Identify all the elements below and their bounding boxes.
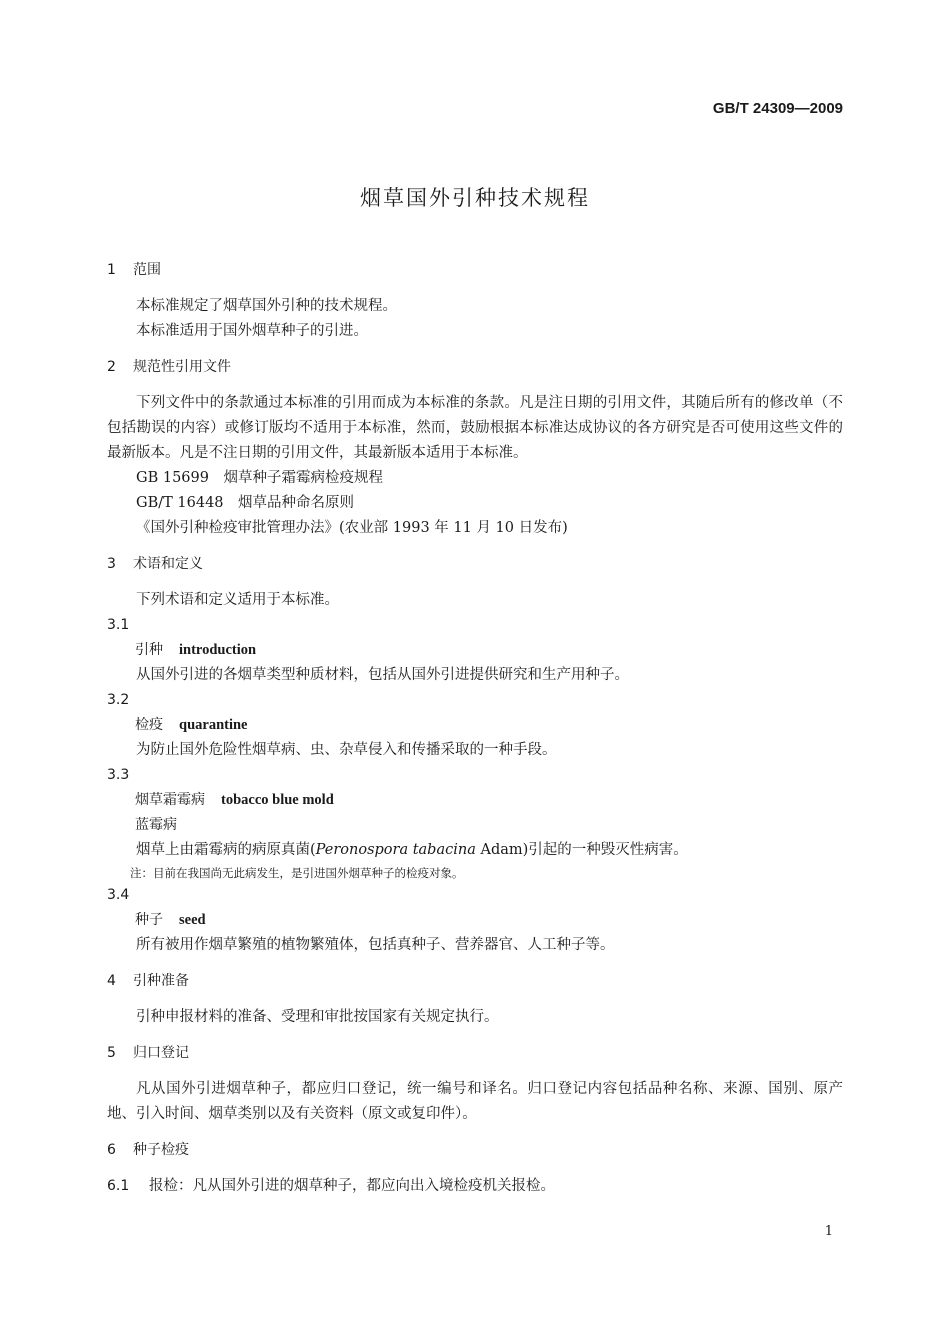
term-en: quarantine bbox=[179, 717, 248, 733]
section-number: 6 bbox=[107, 1142, 116, 1158]
paragraph: 下列术语和定义适用于本标准。 bbox=[136, 592, 339, 608]
paragraph: 本标准适用于国外烟草种子的引进。 bbox=[136, 323, 368, 339]
paragraph: 本标准规定了烟草国外引种的技术规程。 bbox=[136, 298, 397, 314]
section-number: 2 bbox=[107, 359, 116, 375]
section-title: 归口登记 bbox=[133, 1045, 189, 1061]
reference-item: 《国外引种检疫审批管理办法》(农业部 1993 年 11 月 10 日发布) bbox=[136, 520, 568, 536]
section-title: 引种准备 bbox=[133, 973, 189, 989]
page-number: 1 bbox=[824, 1224, 833, 1239]
term-en: tobacco blue mold bbox=[221, 792, 334, 808]
section-number: 5 bbox=[107, 1045, 116, 1061]
term-alt-name: 蓝霉病 bbox=[135, 817, 177, 833]
term-name bbox=[107, 638, 843, 663]
term-note: 注：目前在我国尚无此病发生，是引进国外烟草种子的检疫对象。 bbox=[130, 866, 464, 880]
reference-item: GB 15699 烟草种子霜霉病检疫规程 bbox=[136, 470, 383, 486]
section-title: 范围 bbox=[133, 262, 161, 278]
paragraph: 引种申报材料的准备、受理和审批按国家有关规定执行。 bbox=[136, 1009, 499, 1025]
term-number: 3.2 bbox=[107, 692, 130, 708]
term-en: introduction bbox=[179, 642, 257, 658]
standard-code: GB/T 24309—2009 bbox=[712, 100, 843, 117]
subsection-number: 6.1 bbox=[107, 1178, 130, 1194]
term-definition: 为防止国外危险性烟草病、虫、杂草侵入和传播采取的一种手段。 bbox=[136, 742, 557, 758]
term-cn: 引种 bbox=[135, 642, 163, 658]
definition-text: Adam)引起的一种毁灭性病害。 bbox=[475, 842, 688, 858]
section-title: 种子检疫 bbox=[133, 1142, 189, 1158]
term-definition: 从国外引进的各烟草类型种质材料，包括从国外引进提供研究和生产用种子。 bbox=[136, 667, 629, 683]
term-number: 3.1 bbox=[107, 617, 130, 633]
scientific-name: Peronospora tabacina bbox=[315, 842, 476, 858]
term-cn: 种子 bbox=[135, 912, 163, 928]
document-body bbox=[107, 258, 843, 1199]
section-number: 3 bbox=[107, 556, 116, 572]
term-definition bbox=[107, 838, 843, 863]
term-name bbox=[107, 713, 843, 738]
section-heading-5 bbox=[107, 1041, 843, 1066]
document-title: 烟草国外引种技术规程 bbox=[360, 186, 590, 210]
paragraph: 凡从国外引进烟草种子，都应归口登记，统一编号和译名。归口登记内容包括品种名称、来源、国别、原产地、引入时间、烟草类别以及有关资料（原文或复印件）。 bbox=[107, 1081, 843, 1122]
paragraph: 下列文件中的条款通过本标准的引用而成为本标准的条款。凡是注日期的引用文件，其随后所有的修改单（不包括勘误的内容）或修订版均不适用于本标准，然而，鼓励根据本标准达成协议的各方研究是否可使用这些文件的最新版本。凡是不注日期的引用文件，其最新版本适用于本标准。 bbox=[107, 395, 843, 461]
term-name bbox=[107, 788, 843, 813]
term-definition: 所有被用作烟草繁殖的植物繁殖体，包括真种子、营养器官、人工种子等。 bbox=[136, 937, 615, 953]
section-number: 1 bbox=[107, 262, 116, 278]
term-name bbox=[107, 908, 843, 933]
subsection bbox=[107, 1174, 843, 1199]
section-title: 规范性引用文件 bbox=[133, 359, 231, 375]
section-heading-2 bbox=[107, 355, 843, 380]
section-title: 术语和定义 bbox=[133, 556, 203, 572]
reference-item: GB/T 16448 烟草品种命名原则 bbox=[136, 495, 355, 511]
term-cn: 烟草霜霉病 bbox=[135, 792, 205, 808]
section-heading-6 bbox=[107, 1138, 843, 1163]
section-heading-3 bbox=[107, 552, 843, 577]
section-number: 4 bbox=[107, 973, 116, 989]
term-cn: 检疫 bbox=[135, 717, 163, 733]
term-number: 3.4 bbox=[107, 887, 130, 903]
section-heading-1 bbox=[107, 258, 843, 283]
term-en: seed bbox=[179, 912, 206, 928]
section-heading-4 bbox=[107, 969, 843, 994]
subsection-text: 报检：凡从国外引进的烟草种子，都应向出入境检疫机关报检。 bbox=[149, 1178, 555, 1194]
definition-text: 烟草上由霜霉病的病原真菌( bbox=[136, 842, 316, 858]
term-number: 3.3 bbox=[107, 767, 130, 783]
